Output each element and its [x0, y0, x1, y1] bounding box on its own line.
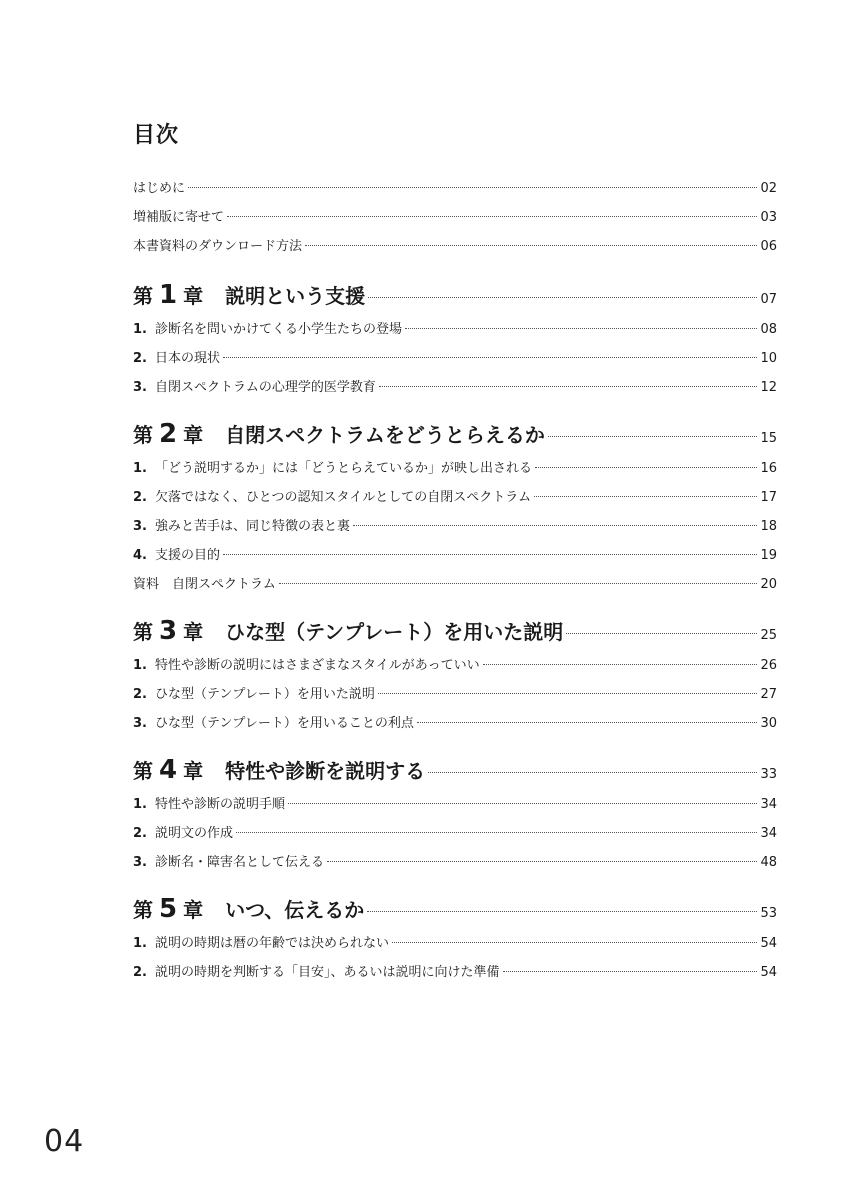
entry-page: 19	[760, 548, 777, 563]
chapter-number: 第 1 章	[133, 280, 204, 310]
toc-entry[interactable]: 3. 診断名・障害名として伝える 48	[133, 848, 777, 877]
entry-label: 説明の時期を判断する「目安」、あるいは説明に向けた準備	[154, 965, 500, 980]
toc-entry[interactable]	[133, 232, 777, 261]
entry-label: 本書資料のダウンロード方法	[133, 239, 303, 254]
toc-entry[interactable]: 2. 説明の時期を判断する「目安」、あるいは説明に向けた準備 54	[133, 958, 777, 987]
entry-label: 欠落ではなく、ひとつの認知スタイルとしての自閉スペクトラム	[154, 490, 532, 505]
chapter-page: 25	[760, 628, 777, 643]
leader-dots	[227, 216, 757, 217]
chapter-title: 自閉スペクトラムをどうとらえるか	[225, 423, 545, 447]
entry-page: 08	[760, 322, 777, 337]
entry-label: 説明文の作成	[154, 826, 233, 841]
chapter-number: 第 4 章	[133, 755, 204, 785]
leader-dots	[379, 386, 758, 387]
entry-page: 54	[760, 936, 777, 951]
toc-entry[interactable]: 4. 支援の目的 19	[133, 541, 777, 570]
entry-label: 診断名を問いかけてくる小学生たちの登場	[154, 322, 402, 337]
chapter-title: 特性や診断を説明する	[225, 759, 426, 783]
chapter-heading[interactable]	[133, 414, 777, 454]
entry-page: 17	[760, 490, 777, 505]
entry-page: 26	[760, 658, 777, 673]
entry-page: 54	[760, 965, 777, 980]
entry-page: 20	[760, 577, 777, 592]
entry-page: 03	[760, 210, 777, 225]
entry-page: 06	[760, 239, 777, 254]
leader-dots	[223, 554, 757, 555]
toc-entry[interactable]: 3. 自閉スペクトラムの心理学的医学教育 12	[133, 373, 777, 402]
chapter-heading[interactable]	[133, 275, 777, 315]
chapter-heading[interactable]	[133, 611, 777, 651]
leader-dots	[368, 297, 757, 298]
leader-dots	[367, 911, 757, 912]
entry-label: 資料 自閉スペクトラム	[133, 577, 276, 592]
chapter-page: 07	[760, 292, 777, 307]
entry-label: 説明の時期は暦の年齢では決められない	[154, 936, 389, 951]
chapter-heading[interactable]	[133, 889, 777, 929]
entry-label: 支援の目的	[154, 548, 220, 563]
entry-page: 48	[760, 855, 777, 870]
entry-page: 16	[760, 461, 777, 476]
toc-entry[interactable]: 1. 特性や診断の説明手順 34	[133, 790, 777, 819]
entry-label: 増補版に寄せて	[133, 210, 225, 225]
chapter-page: 53	[760, 906, 777, 921]
page-title: 目次	[133, 123, 180, 148]
toc-entry[interactable]: 3. ひな型（テンプレート）を用いることの利点 30	[133, 709, 777, 738]
toc-entry[interactable]: 2. 欠落ではなく、ひとつの認知スタイルとしての自閉スペクトラム 17	[133, 483, 777, 512]
entry-page: 34	[760, 826, 777, 841]
leader-dots	[327, 861, 757, 862]
leader-dots	[534, 496, 757, 497]
entry-page: 10	[760, 351, 777, 366]
entry-label: 診断名・障害名として伝える	[154, 855, 324, 870]
page-number: 04	[44, 1124, 85, 1159]
leader-dots	[392, 942, 757, 943]
leader-dots	[535, 467, 757, 468]
toc-entry[interactable]: 2. ひな型（テンプレート）を用いた説明 27	[133, 680, 777, 709]
entry-page: 12	[760, 380, 777, 395]
toc-list	[133, 174, 777, 987]
chapter-page: 33	[760, 767, 777, 782]
toc-entry[interactable]: 1. 説明の時期は暦の年齢では決められない 54	[133, 929, 777, 958]
leader-dots	[548, 436, 758, 437]
entry-label: はじめに	[133, 181, 186, 196]
toc-entry[interactable]: 1. 特性や診断の説明にはさまざまなスタイルがあっていい 26	[133, 651, 777, 680]
leader-dots	[353, 525, 757, 526]
entry-label: ひな型（テンプレート）を用いた説明	[154, 687, 375, 702]
entry-label: 日本の現状	[154, 351, 220, 366]
toc-entry[interactable]: 1. 「どう説明するか」には「どうとらえているか」が映し出される 16	[133, 454, 777, 483]
leader-dots	[188, 187, 757, 188]
leader-dots	[305, 245, 757, 246]
chapter-heading[interactable]	[133, 750, 777, 790]
leader-dots	[405, 328, 757, 329]
leader-dots	[223, 357, 757, 358]
toc-entry[interactable]: 2. 日本の現状 10	[133, 344, 777, 373]
chapter-title: 説明という支援	[225, 284, 366, 308]
leader-dots	[566, 633, 757, 634]
toc-entry[interactable]	[133, 203, 777, 232]
entry-label: 自閉スペクトラムの心理学的医学教育	[154, 380, 376, 395]
toc-entry[interactable]: 3. 強みと苦手は、同じ特徴の表と裏 18	[133, 512, 777, 541]
entry-label: ひな型（テンプレート）を用いることの利点	[154, 716, 414, 731]
leader-dots	[483, 664, 758, 665]
chapter-title: ひな型（テンプレート）を用いた説明	[225, 620, 564, 644]
toc-entry[interactable]	[133, 174, 777, 203]
chapter-page: 15	[760, 431, 777, 446]
toc-entry[interactable]	[133, 570, 777, 599]
leader-dots	[417, 722, 758, 723]
leader-dots	[378, 693, 758, 694]
chapter-title: いつ、伝えるか	[225, 898, 365, 922]
chapter-number: 第 2 章	[133, 419, 204, 449]
toc-entry[interactable]: 1. 診断名を問いかけてくる小学生たちの登場 08	[133, 315, 777, 344]
entry-page: 27	[760, 687, 777, 702]
leader-dots	[236, 832, 757, 833]
leader-dots	[428, 772, 757, 773]
entry-page: 18	[760, 519, 777, 534]
leader-dots	[288, 803, 757, 804]
entry-label: 特性や診断の説明にはさまざまなスタイルがあっていい	[154, 658, 480, 673]
entry-label: 特性や診断の説明手順	[154, 797, 285, 812]
leader-dots	[503, 971, 758, 972]
entry-label: 「どう説明するか」には「どうとらえているか」が映し出される	[154, 461, 532, 476]
entry-page: 02	[760, 181, 777, 196]
entry-page: 34	[760, 797, 777, 812]
chapter-number: 第 3 章	[133, 616, 204, 646]
chapter-number: 第 5 章	[133, 894, 204, 924]
toc-entry[interactable]: 2. 説明文の作成 34	[133, 819, 777, 848]
entry-page: 30	[760, 716, 777, 731]
leader-dots	[279, 583, 758, 584]
entry-label: 強みと苦手は、同じ特徴の表と裏	[154, 519, 350, 534]
